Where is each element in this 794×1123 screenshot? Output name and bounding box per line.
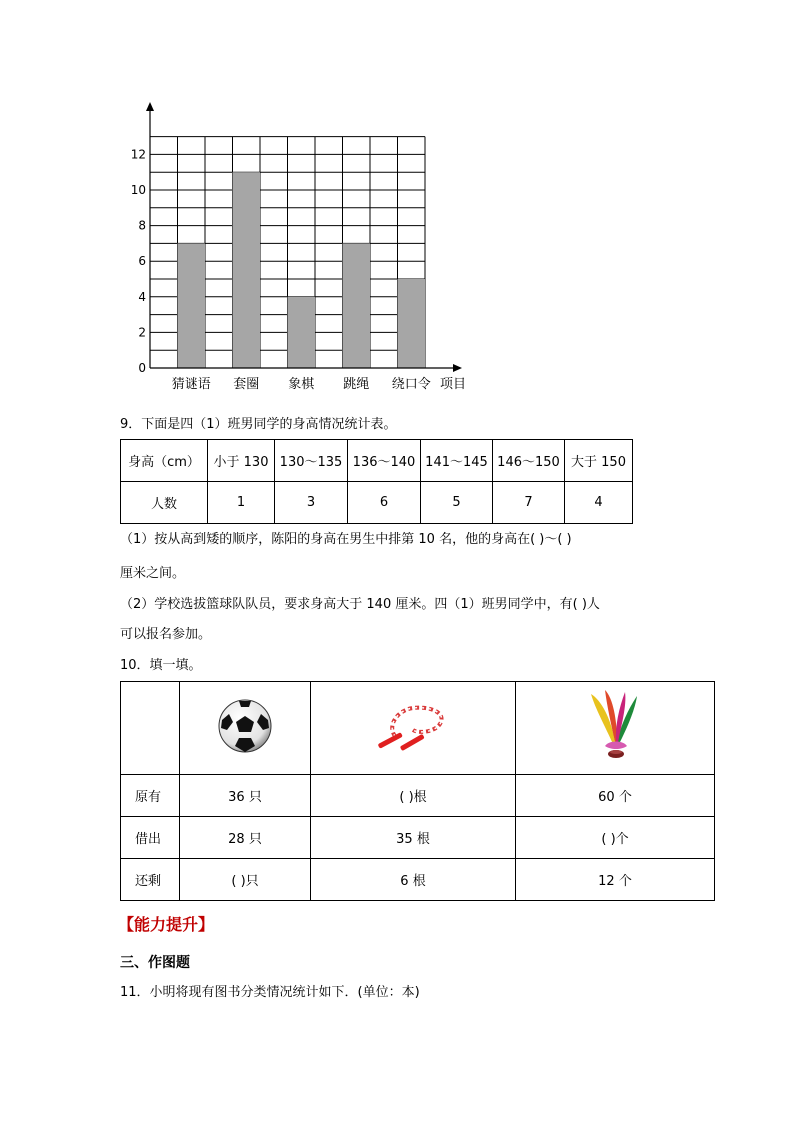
height-header-cell: 身高（cm） xyxy=(121,440,208,482)
height-table-count-row xyxy=(121,482,633,524)
x-category-labels xyxy=(172,376,431,392)
y-tick-label: 8 xyxy=(138,218,146,233)
count-cell: 7 xyxy=(493,482,565,524)
y-tick-label: 0 xyxy=(138,361,146,375)
table-row xyxy=(121,817,715,859)
table-cell: 35 根 xyxy=(311,817,516,859)
x-category-label: 跳绳 xyxy=(343,377,370,392)
table-cell: ( )个 xyxy=(516,817,715,859)
row-label: 借出 xyxy=(121,817,180,859)
section-ability-heading: 【能力提升】 xyxy=(118,915,215,934)
count-row-label: 人数 xyxy=(121,482,208,524)
x-category-label: 绕口令 xyxy=(391,377,431,392)
y-tick-label: 6 xyxy=(138,254,146,269)
table-cell: 28 只 xyxy=(180,817,311,859)
height-header-cell: 141～145 xyxy=(421,440,493,482)
jump-rope-icon xyxy=(373,696,453,756)
table-cell: 60 个 xyxy=(516,775,715,817)
height-header-cell: 130～135 xyxy=(275,440,348,482)
q9-part2-line2: 可以报名参加。 xyxy=(120,627,212,642)
y-axis-arrow xyxy=(146,102,154,111)
chart-bars xyxy=(178,172,426,368)
x-category-label: 猜谜语 xyxy=(171,377,211,392)
bar xyxy=(178,243,206,368)
empty-corner-cell xyxy=(121,682,180,775)
height-header-cell: 136～140 xyxy=(348,440,421,482)
y-tick-label: 12 xyxy=(130,147,146,162)
soccer-ball-icon xyxy=(217,698,273,754)
bar xyxy=(343,243,371,368)
height-table-header-row xyxy=(121,440,633,482)
item-cell-jump-rope xyxy=(311,682,516,775)
table-cell: 36 只 xyxy=(180,775,311,817)
bar xyxy=(233,172,261,368)
item-picture-row xyxy=(121,682,715,775)
count-cell: 3 xyxy=(275,482,348,524)
count-cell: 4 xyxy=(565,482,633,524)
height-header-cell: 146～150 xyxy=(493,440,565,482)
q9-part1-line1: （1）按从高到矮的顺序，陈阳的身高在男生中排第 10 名，他的身高在( )～( ) xyxy=(120,532,572,547)
height-header-cell: 小于 130 xyxy=(208,440,275,482)
height-table xyxy=(120,439,633,524)
table-cell: ( )根 xyxy=(311,775,516,817)
height-header-cell: 大于 150 xyxy=(565,440,633,482)
section-three-heading: 三、作图题 xyxy=(120,955,190,971)
row-label: 还剩 xyxy=(121,859,180,901)
x-category-label: 象棋 xyxy=(288,377,315,392)
q9-title: 9．下面是四（1）班男同学的身高情况统计表。 xyxy=(120,417,397,432)
x-axis-arrow xyxy=(453,364,462,372)
bar-chart xyxy=(110,100,490,395)
x-axis-label: 项目 xyxy=(440,377,467,392)
q10-title: 10．填一填。 xyxy=(120,658,202,673)
y-tick-label: 10 xyxy=(130,183,146,197)
y-tick-label: 4 xyxy=(138,289,146,304)
item-cell-soccer-ball xyxy=(180,682,311,775)
fill-in-table xyxy=(120,681,715,901)
item-cell-shuttlecock xyxy=(516,682,715,775)
q11-text: 11．小明将现有图书分类情况统计如下．(单位：本) xyxy=(120,985,420,1000)
table-row xyxy=(121,859,715,901)
q9-part2-line1: （2）学校选拔篮球队队员，要求身高大于 140 厘米。四（1）班男同学中，有( )人 xyxy=(120,597,600,612)
count-cell: 1 xyxy=(208,482,275,524)
table-cell: ( )只 xyxy=(180,859,311,901)
table-cell: 12 个 xyxy=(516,859,715,901)
q9-part1-line2: 厘米之间。 xyxy=(120,566,186,581)
table-cell: 6 根 xyxy=(311,859,516,901)
bar xyxy=(288,297,316,368)
count-cell: 6 xyxy=(348,482,421,524)
table-row xyxy=(121,775,715,817)
row-label: 原有 xyxy=(121,775,180,817)
shuttlecock-icon xyxy=(585,686,645,766)
bar xyxy=(398,279,426,368)
count-cell: 5 xyxy=(421,482,493,524)
x-category-label: 套圈 xyxy=(233,377,260,392)
y-tick-labels xyxy=(131,147,146,375)
y-tick-label: 2 xyxy=(138,325,146,340)
